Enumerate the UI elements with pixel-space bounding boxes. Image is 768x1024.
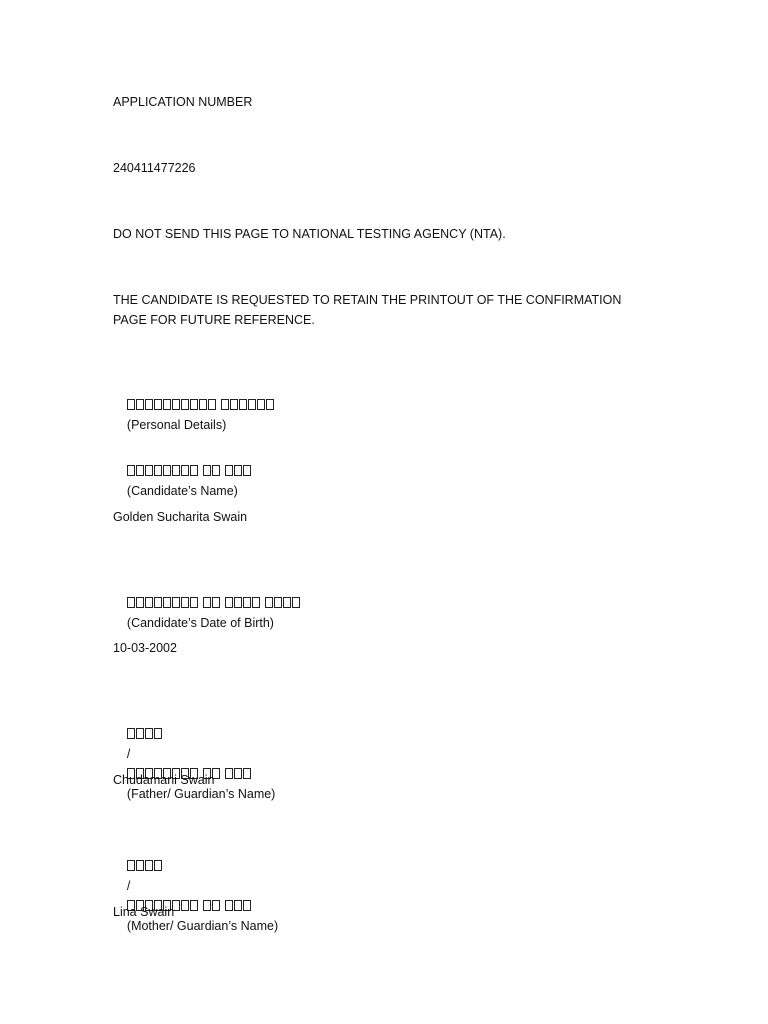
father-name-value: Chudamani Swain xyxy=(113,773,215,787)
slash-separator: / xyxy=(126,747,131,761)
slash-separator: / xyxy=(126,879,131,893)
personal-details-heading-label: (Personal Details) xyxy=(126,418,227,432)
dob-value: 10-03-2002 xyxy=(113,641,177,655)
missing-glyph-text xyxy=(127,593,301,613)
do-not-send-notice: DO NOT SEND THIS PAGE TO NATIONAL TESTING AGENCY (NTA). xyxy=(113,227,506,241)
dob-label: (Candidate’s Date of Birth) xyxy=(126,616,274,630)
missing-glyph-text xyxy=(127,395,275,415)
candidate-name-value: Golden Sucharita Swain xyxy=(113,510,248,524)
missing-glyph-text xyxy=(127,461,252,481)
application-number-label: APPLICATION NUMBER xyxy=(113,95,253,109)
candidate-name-label: (Candidate’s Name) xyxy=(126,484,238,498)
retain-printout-notice: THE CANDIDATE IS REQUESTED TO RETAIN THE PRINTOUT OF THE CONFIRMATION PAGE FOR FUTURE REFERENCE. xyxy=(113,293,625,327)
application-number-value: 240411477226 xyxy=(113,161,196,175)
father-name-label-row xyxy=(113,704,653,824)
mother-name-value: Lina Swain xyxy=(113,905,175,919)
father-name-label: (Father/ Guardian’s Name) xyxy=(126,787,276,801)
missing-glyph-text xyxy=(127,724,163,744)
mother-name-label-row xyxy=(113,836,653,956)
mother-name-label: (Mother/ Guardian’s Name) xyxy=(126,919,279,933)
missing-glyph-text xyxy=(127,856,163,876)
